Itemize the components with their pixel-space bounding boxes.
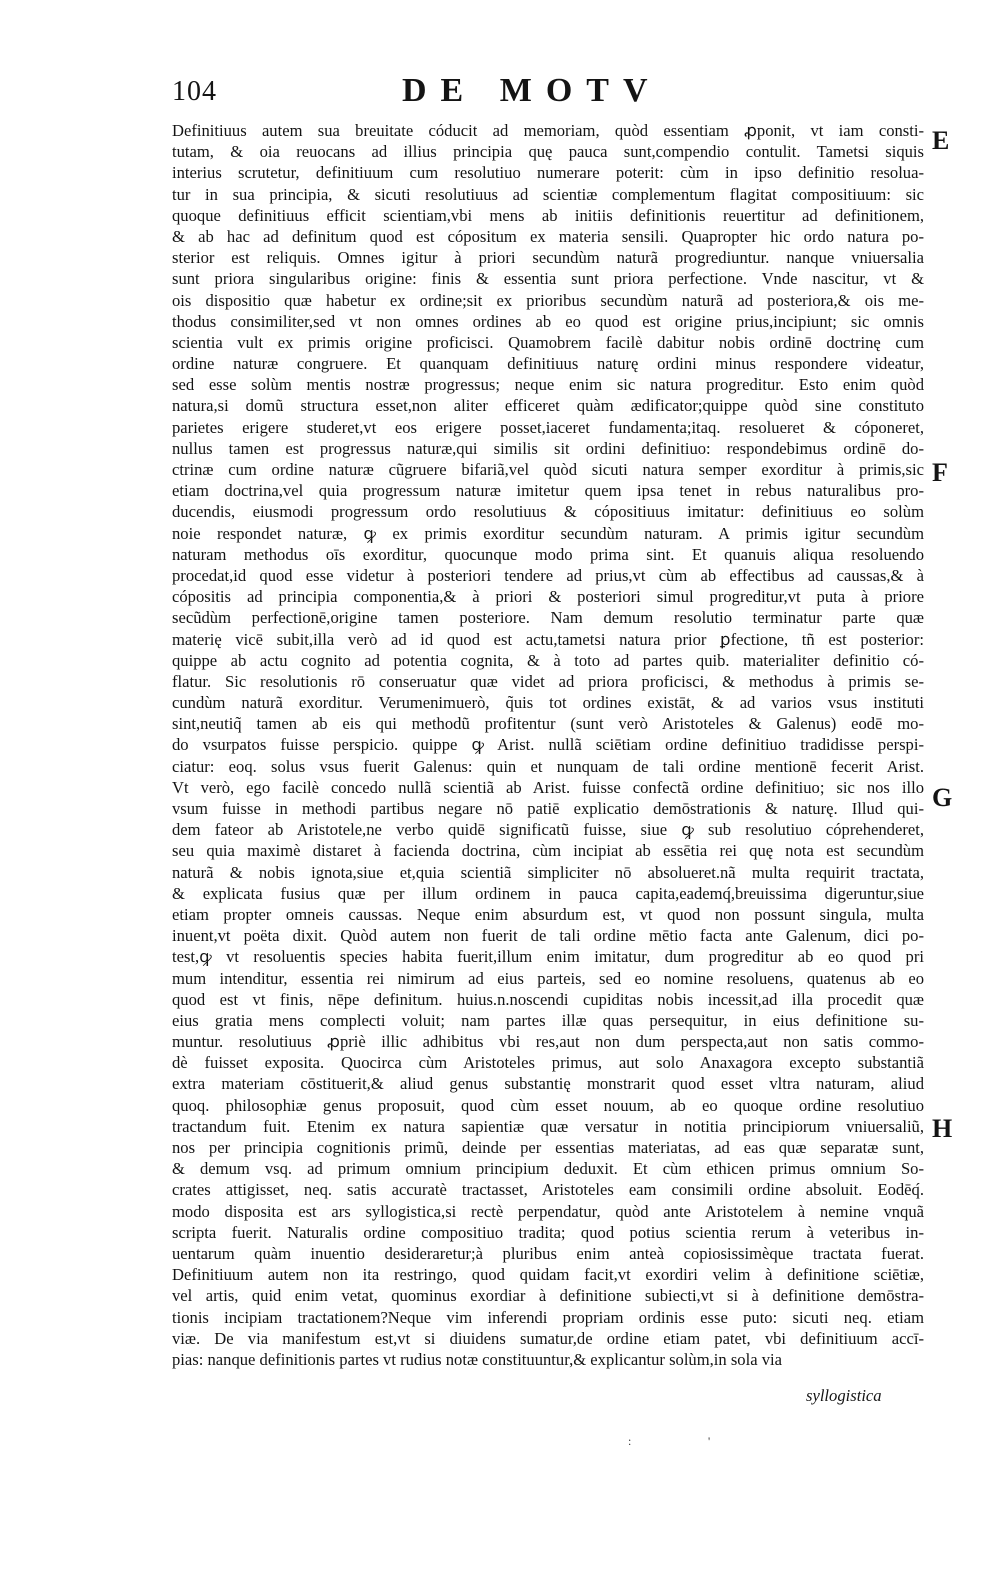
footer-mark: :: [628, 1434, 632, 1448]
text-line: procedat,id quod esse videtur à posteriori tendere ad prius,vt cùm ab effectibus ad caussas,& à: [172, 565, 924, 585]
text-line: parietes erigere studeret,vt eos erigere posset,iaceret fundamenta;itaq. resolueret & cóponeret,: [172, 417, 924, 437]
margin-letter-f: F: [932, 458, 948, 487]
footer-mark: ': [708, 1434, 711, 1448]
text-line: ctrinæ cum ordine naturæ cũgruere bifariã,vel quòd sicuti natura semper exorditur à primis,sic: [172, 460, 924, 479]
text-line: & ab hac ad definitum quod est cópositum ex materia sensili. Quapropter hic ordo natura po-: [172, 226, 924, 246]
text-line: vsum fuisse in methodi partibus negare nō patiē explicatio demōstrationis & naturę. Illud qui-: [172, 799, 924, 818]
text-line: nos per principia cognitionis primũ, deinde per essentias materiatas, ad eas quæ separatæ sunt,: [172, 1138, 924, 1157]
margin-letter-g: G: [932, 783, 953, 812]
margin-letter-e: E: [932, 126, 950, 155]
page-number: 104: [172, 76, 217, 107]
text-line: materię vicē subit,illa verò ad id quod est actu,tametsi natura prior ꝑfectione, tñ est posterior:: [172, 629, 924, 649]
text-line: inuent,vt poëta dixit. Quòd autem non fuerit de tali ordine mētio facta ante Galenum, dici po-: [172, 926, 924, 946]
text-line: scientia vult ex primis origine proficisci. Quamobrem facilè dabitur nobis ordinē doctrinę cum: [172, 332, 924, 352]
text-line: etiam doctrina,vel quia progressum naturæ imitetur quem ipsa tenet in rebus naturalibus pro-: [172, 481, 924, 501]
text-line: seu quia maximè distaret à facienda doctrina, cùm incipiat ab essētia rei quę nota est secundùm: [172, 841, 924, 861]
text-line: ciatur: eoq. solus vsus fuerit Galenus: quin et nunquam de tali ordine mentionē fecerit Arist.: [172, 756, 924, 776]
text-line: quoque definitiuus efficit scientiam,vbi mens ab initiis definitionis reuertitur ad definitionem,: [172, 205, 924, 225]
text-line: cópositis ad principia componentia,& à priori & posteriori simul progreditur,vt puta à priore: [172, 587, 924, 607]
text-line: flatur. Sic resolutionis rō conseruatur quæ videt ad priora proficisci, & methodus à primis se-: [172, 671, 924, 691]
running-title: DE MOTV: [402, 72, 662, 109]
text-line: pias: nanque definitionis partes vt rudius notæ constituuntur,& explicantur solùm,in sola via: [172, 1349, 782, 1369]
text-line: vel artis, quid enim vetat, quominus exordiar à definitione subiecti,vt si à definitione demōstra-: [172, 1286, 924, 1306]
text-line: etiam propter omneis caussas. Neque enim absurdum est, vt quod non possunt singula, multa: [172, 904, 924, 924]
text-line: naturã & nobis ignota,siue et,quia scientiã simpliciter nō absolueret.nã multa requirit tractata,: [172, 862, 924, 882]
text-line: cundùm naturã exorditur. Verumenimuerò, q̃uis tot ordines existāt, & ad varios vsus instituti: [172, 693, 924, 713]
text-line: sterior est reliquis. Omnes igitur à priori secundùm naturã progrediuntur. nanque vniuersalia: [172, 248, 924, 268]
text-line: natura,si domũ structura esset,non aliter efficeret quàm ædificator;quippe quòd sine constituto: [172, 396, 924, 416]
text-line: noie respondet naturæ, ꝙ ex primis exorditur secundùm naturam. A primis igitur secundùm: [172, 523, 924, 543]
text-line: nullus tamen est progressus naturæ,qui similis sit ordini definitiuo: respondebimus ordinē do-: [172, 438, 924, 458]
text-line: Definitiuus autem sua breuitate códucit ad memoriam, quòd essentiam ꝓponit, vt iam consti-: [172, 121, 924, 140]
text-line: thodus consimiliter,sed vt non omnes ordines ab eo quod est origine prius,incipiunt; sic omnis: [172, 311, 924, 331]
text-line: tractandum fuit. Etenim ex natura sapientiæ quæ versatur in notitia principiorum vniuersaliũ,: [172, 1116, 924, 1136]
text-line: ordine naturæ congruere. Et quanquam definitiuus naturę ordini minus respondere videatur,: [172, 354, 924, 374]
text-line: ois dispositio quæ habetur ex ordine;sit ex prioribus secundùm naturã ad posteriora,& ois me-: [172, 290, 924, 310]
margin-letter-h: H: [932, 1114, 953, 1143]
text-line: eius gratia mens complecti voluit; nam partes illæ quas persequitur, in eius definitione su-: [172, 1010, 924, 1030]
text-line: ducendis, eiusmodi progressum ordo resolutiuus & cópositiuus imitatur: definitiuus eo solùm: [172, 502, 924, 522]
text-line: viæ. De via manifestum est,vt si diuidens sumatur,de ordine etiam patet, vbi definitiuum accī-: [172, 1328, 924, 1348]
text-line: quippe ab actu cognito ad potentia cognita, & à toto ad partes quib. materialiter definitio có-: [172, 650, 924, 670]
text-line: crates attigisset, neq. satis accuratè tractasset, Aristoteles eam consimili ordine absoluit. Eodēq́.: [172, 1180, 924, 1200]
text-line: sint,neutiq̃ tamen ab eis qui methodũ profitentur (sunt verò Aristoteles & Galenus) eodē mo-: [172, 714, 924, 734]
text-line: interius scrutetur, definitiuum cum resolutiuo numerare poterit: cùm in ipso definitio resolua-: [172, 163, 924, 183]
text-line: dè fuisset exposita. Quocirca cùm Aristoteles primus, aut solo Anaxagora excepto substantiã: [172, 1053, 924, 1073]
text-line: scripta fuerit. Naturalis ordine compositiuo tradita; quod potius scientia rerum à veteribus in-: [172, 1222, 924, 1242]
body-text: [172, 120, 924, 1370]
catchword: syllogistica: [806, 1386, 882, 1405]
text-line: naturam methodus oīs exorditur, quocunque modo prima sint. Et quanuis aliqua resoluendo: [172, 544, 924, 564]
text-line: Definitiuum autem non ita restringo, quod quidam facit,vt exordiri velim à definitione sciētiæ,: [172, 1265, 924, 1285]
text-line: mum intenditur, essentia rei nimirum ad eius parteis, sed eo nomine resoluens, quatenus ab eo: [172, 968, 924, 988]
text-line: tionis incipiam tractationem?Neque vim inferendi propriam ordinis esse puto: sicuti neq. etiam: [172, 1307, 924, 1327]
text-line: secũdùm perfectionē,origine tamen posteriore. Nam demum resolutio terminatur parte quæ: [172, 608, 924, 628]
text-line: do vsurpatos fuisse perspicio. quippe ꝙ Arist. nullã sciētiam ordine definitiuo tradidisse perspi-: [172, 735, 924, 755]
text-line: quoq. philosophiæ genus proposuit, quod cùm esset nouum, ab eo quoque ordine resolutiuo: [172, 1095, 924, 1115]
text-line: Vt verò, ego facilè concedo nullã scientiã ab Arist. fuisse confectã ordine definitiuo; sic nos illo: [172, 777, 924, 797]
text-line: test,ꝙ vt resoluentis species habita fuerit,illum enim imitatur, dum progreditur ab eo quod pri: [172, 947, 924, 967]
text-line: tutam, & oia reuocans ad illius principia quę pauca sunt,compendio contulit. Tametsi siquis: [172, 142, 924, 162]
text-line: modo disposita est ars syllogistica,si rectè perpendatur, quòd ante Aristotelem à nemine vnquã: [172, 1201, 924, 1221]
text-line: muntur. resolutiuus ꝓpriè illic adhibitus vbi res,aut non dum perspecta,aut non satis commo-: [172, 1032, 924, 1052]
text-line: sed esse solùm mentis nostræ progressus; neque enim sic natura progreditur. Esto enim quòd: [172, 375, 924, 395]
text-line: quod est vt finis, nēpe definitum. huius.n.noscendi cupiditas nobis incessit,ad illa procedit quæ: [172, 989, 924, 1009]
text-line: dem fateor ab Aristotele,ne verbo quidē significatũ fuisse, siue ꝙ sub resolutiuo cóprehenderet,: [172, 820, 924, 840]
text-line: & demum vsq. ad primum omnium principium deduxit. Et cùm ethicen primus omnium So-: [172, 1159, 924, 1179]
text-line: tur in sua principia, & sicuti resolutiuus ad scientiæ complementum flagitat compositiuum: sic: [172, 184, 924, 204]
text-line: & explicata fusius quæ per illum ordinem in pauca capita,eademq́,breuissima digeruntur,siue: [172, 883, 924, 903]
text-line: extra materiam cōstituerit,& aliud genus substantię monstrarit quod esset vltra naturam, aliud: [172, 1074, 924, 1094]
page-header: [172, 72, 924, 112]
text-line: sunt priora singularibus origine: finis & essentia sunt priora perfectione. Vnde nascitur, vt &: [172, 269, 924, 289]
text-line: uentarum quàm inuentio desideraretur;à pluribus enim anteà copiosissimèque tractata fuerat.: [172, 1243, 924, 1263]
